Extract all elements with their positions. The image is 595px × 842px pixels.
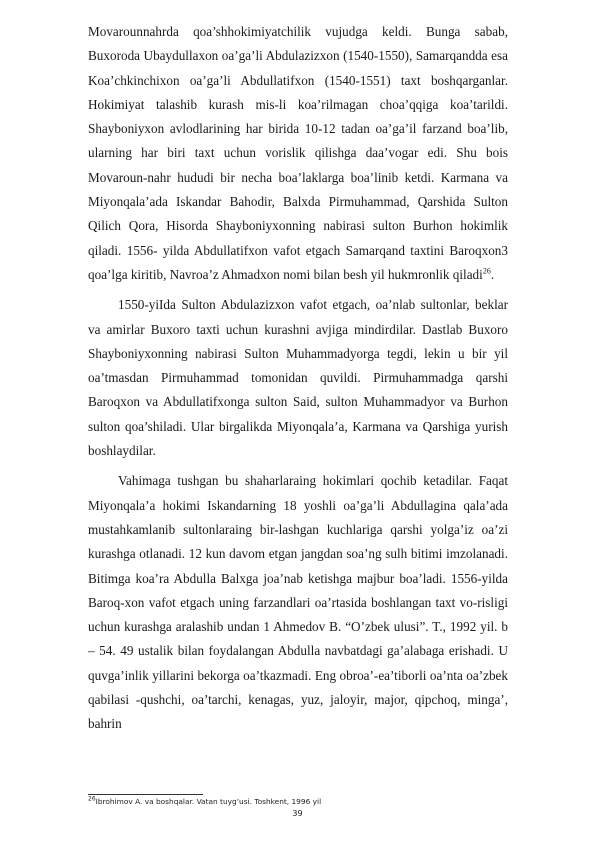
paragraph-1-end: .: [490, 266, 495, 282]
paragraph-2: 1550-yiIda Sulton Abdulazizxon vafot etgach, oa’nlab sultonlar, beklar va amirlar Buxoro taxti uchun kurashni avjiga mindirdilar. Dastlab Buxoro Shayboniyxonning nabirasi Sulton Muhammadyorga tegdi, lekin u bir yil oa’tmasdan Pirmuhammad tomonidan quvildi. Pirmuhammadga qarshi Baroqxon va Abdullatifxonga sulton Said, sulton Muhammadyor va Burhon sulton qoa’shiladi. Ular birgalikda Miyonqala’a, Karmana va Qarshiga yurish boshlaydilar.: [88, 297, 508, 459]
paragraph-1: [88, 20, 508, 287]
footnote-reference[interactable]: 26: [482, 266, 491, 276]
paragraph-3: Vahimaga tushgan bu shaharlaraing hokimlari qochib ketadilar. Faqat Miyonqala’a hokimi Iskandarning 18 yoshli oa’ga’li Abdullagina qala’ada mustahkamlanib sultonlaraing bir-lashgan kuchlariga qarshi yolga’iz oa’zi kurashga otlanadi. 12 kun davom etgan jangdan soa’ng sulh bitimi imzolanadi. Bitimga koa’ra Abdulla Balxga joa’nab ketishga majbur boa’ladi. 1556-yilda Baroq-xon vafot etgach uning farzandlari oa’rtasida boshlangan taxt vo-risligi uchun kurashga aralashib undan 1 Ahmedov B. “O’zbek ulusi”. T., 1992 yil. b – 54. 49 ustalik bilan foydalangan Abdulla navbatdagi ga’alabaga erishadi. U quvga’inlik yillarini bekorga oa’tkazmadi. Eng obroa’-ea’tiborli oa’nta oa’zbek qabilasi -qushchi, oa’tarchi, kenagas, yuz, jaloyir, major, qipchoq, minga’, bahrin: [88, 473, 508, 732]
footnote-mark: 26: [88, 795, 96, 803]
footnote-separator: [88, 794, 203, 795]
page-body: [88, 20, 508, 737]
page-number: 39: [292, 809, 303, 818]
footnote: [88, 797, 321, 806]
footnote-text: Ibrohimov A. va boshqalar. Vatan tuyg’usi. Toshkent, 1996 yil: [95, 797, 322, 806]
paragraph-1-text: Movarounnahrda qoa’shhokimiyatchilik vujudga keldi. Bunga sabab, Buxoroda Ubaydullaxon oa’ga’li Abdulazizxon (1540-1550), Samarqandda esa Koa’chkinchixon oa’ga’li Abdullatifxon (1540-1551) taxt boshqarganlar. Hokimiyat talashib kurash mis-li koa’rilmagan choa’qqiga koa’tarildi. Shayboniyxon avlodlarining har birida 10-12 tadan oa’ga’il farzand boa’lib, ularning har biri taxt uchun vorislik qilishga daa’vogar edi. Shu bois Movaroun-nahr hududi bir necha boa’laklarga boa’linib ketdi. Karmana va Miyonqala’ada Iskandar Bahodir, Balxda Pirmuhammad, Qarshida Sulton Qilich Qora, Hisorda Shayboniyxonning nabirasi sulton Burhon hokimlik qiladi. 1556- yilda Abdullatifxon vafot etgach Samarqand taxtini Baroqxon3 qoa’lga kiritib, Navroa’z Ahmadxon nomi bilan besh yil hukmronlik qiladi: [88, 24, 508, 282]
